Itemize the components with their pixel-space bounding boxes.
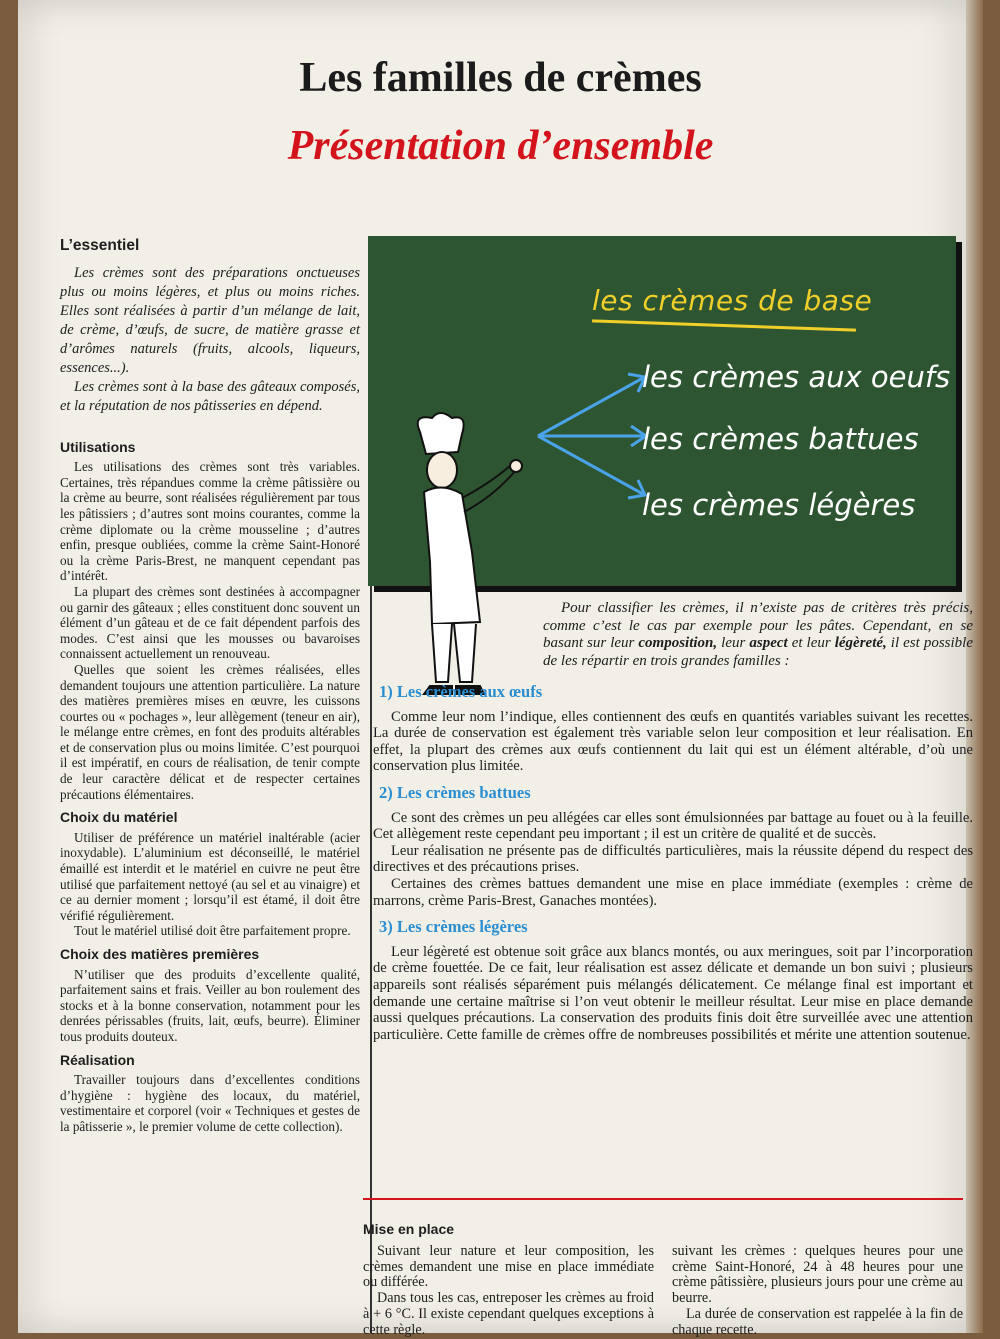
section-paragraph: Tout le matériel utilisé doit être parfaitement propre.: [74, 923, 351, 939]
section-paragraph: N’utiliser que des produits d’excellente qualité, parfaitement sains et frais. Veiller au bon roulement des stocks et à la bonne conservation, notamment pour les denrées périssables (fruits, lait, œufs, beurre). Éliminer tous produits douteux.: [60, 966, 360, 1044]
section-heading: Réalisation: [60, 1051, 135, 1068]
lead-text: leur: [717, 635, 750, 651]
book-page: [18, 0, 983, 1338]
section-heading: Choix des matières premières: [60, 946, 260, 962]
section-heading: Choix du matériel: [60, 809, 178, 826]
lead-text: Pour classifier les crèmes, il n’existe pas de critères très précis, comme c’est le cas par exemple pour les pâtes. Cependant, en se basant sur leur: [543, 600, 973, 651]
mise-column-1: [363, 1244, 654, 1339]
intro-paragraph: Les crèmes sont des préparations onctueuses plus ou moins légères, et plus ou moins riches. Elles sont réalisées à partir d’un mélange de lait, de crème, d’œufs, de sucre, de matière grasse et d’arômes naturels (fruits, alcools, liqueurs, essences...).: [60, 264, 360, 376]
mise-paragraph: La durée de conservation est rappelée à la fin de chaque recette.: [672, 1305, 963, 1338]
section-paragraph: Travailler toujours dans d’excellentes conditions d’hygiène : hygiène des locaux, du matériel, vestimentaire et corporel (voir « Techniques et gestes de la pâtisserie », le premier volume de cette collection).: [60, 1072, 360, 1134]
family-paragraph: Comme leur nom l’indique, elles contiennent des œufs en quantités variables suivant les recettes. La durée de conservation est également très variable selon leur composition et leur réalisation. En effet, la plupart des crèmes aux œufs contiennent du lait qui est un élément altérable, d’où une conservation plus limitée.: [373, 708, 973, 775]
section-paragraph: Utiliser de préférence un matériel inaltérable (acier inoxydable). L’aluminium est déconseillé, le matériel émaillé est interdit et le matériel en cuivre ne peut être utilisé que parfaitement nettoyé (au sel et au vinaigre) et ce au dernier moment ; lorsqu’il est étamé, il doit être vérifié régulièrement.: [60, 829, 360, 923]
lead-text: il est possible de les répartir en trois grandes familles :: [543, 635, 973, 669]
family-heading: 3) Les crèmes légères: [379, 917, 528, 937]
arrows-icon: [528, 366, 658, 506]
lead-bold-legerete: légèreté,: [834, 635, 887, 651]
essentiel-intro: [60, 264, 360, 416]
section-heading: Utilisations: [60, 438, 136, 455]
family-paragraph: Ce sont des crèmes un peu allégées car elles sont émulsionnées par battage au fouet ou à la feuille. Cet allègement reste cependant peu important ; il est un critère de qualité et de succès.: [373, 809, 973, 843]
classification-lead: [543, 600, 973, 670]
board-title: les crèmes de base: [592, 284, 873, 317]
left-column: [60, 238, 360, 1135]
section-paragraph: Les utilisations des crèmes sont très variables. Certaines, très répandues comme la crème pâtissière ou la crème au beurre, sont réalisées régulièrement par tous les pâtissiers ; d’autres sont moins courantes, comme la crème diplomate ou la crème mousseline ; d’autres enfin, presque oubliées, comme la crème Saint-Honoré ou la crème Paris-Brest, ne manquent cependant pas d’intérêt.: [60, 459, 360, 584]
right-column: [373, 600, 973, 1043]
mise-column-2: [672, 1244, 963, 1339]
family-paragraph: Leur réalisation ne présente pas de difficultés particulières, mais la réussite dépend du respect des directives et des précautions prises.: [373, 842, 973, 876]
mise-paragraph: Suivant leur nature et leur composition, les crèmes demandent une mise en place immédiate ou différée.: [363, 1242, 654, 1291]
family-heading: 1) Les crèmes aux œufs: [379, 682, 543, 701]
family-paragraph: Certaines des crèmes battues demandent une mise en place immédiate (exemples : crème de marrons, crème Paris-Brest, Ganaches montées).: [373, 875, 973, 909]
mise-paragraph: Dans tous les cas, entreposer les crèmes au froid à + 6 °C. Il existe cependant quelques exceptions à cette règle.: [363, 1290, 654, 1338]
section-paragraph: Quelles que soient les crèmes réalisées, elles demandent toujours une attention particulière. La nature des matières premières mises en œuvre, les cuissons courtes ou « pochages », leur allègement (teneur en air), le mélange entre crèmes, en font des produits altérables et de conservation plus ou moins limitée. C’est pourquoi il est impératif, en cours de réalisation, de tenir compte de leur caractère délicat et de respecter certaines précautions élémentaires.: [60, 661, 360, 802]
mise-en-place-section: [363, 1222, 963, 1339]
board-item-battues: les crèmes battues: [642, 422, 919, 456]
section-rule: [363, 1198, 963, 1200]
section-paragraph: La plupart des crèmes sont destinées à accompagner ou garnir des gâteaux ; elles constituent donc souvent un élément d’un gâteau et de ce fait dépendent parfois des modes. C’est ainsi que les mousses ou bavaroises connaissent actuellement un renouveau.: [60, 583, 360, 662]
board-item-oeufs: les crèmes aux oeufs: [642, 360, 951, 394]
board-title-underline: [592, 319, 856, 331]
lead-bold-aspect: aspect: [749, 635, 788, 651]
essentiel-heading: L’essentiel: [60, 237, 140, 254]
page-title: Les familles de crèmes: [299, 55, 702, 101]
board-item-legeres: les crèmes légères: [642, 488, 916, 522]
mise-paragraph: suivant les crèmes : quelques heures pour une crème Saint-Honoré, 24 à 48 heures pour une crème pâtissière, plusieurs jours pour une crème au beurre.: [672, 1242, 963, 1307]
family-paragraph: Leur légèreté est obtenue soit grâce aux blancs montés, ou aux meringues, soit par l’incorporation de crème fouettée. De ce fait, leur réalisation est assez délicate et demande un bon suivi ; plusieurs appareils sont réalisés séparément puis mélangés délicatement. Ce mélange final est important et demande une certaine maîtrise si l’on veut obtenir le meilleur résultat. Leur mise en place demande aussi quelques précautions. La conservation des produits finis doit être surveillée avec une attention particulière. Cette famille de crèmes offre de nombreuses possibilités et mérite une attention soutenue.: [373, 943, 973, 1043]
intro-paragraph: Les crèmes sont à la base des gâteaux composés, et la réputation de nos pâtisseries en dépend.: [60, 378, 360, 414]
page-subtitle: Présentation d’ensemble: [287, 123, 714, 169]
lead-text: et leur: [787, 635, 835, 651]
mise-heading: Mise en place: [363, 1221, 455, 1237]
lead-bold-composition: composition,: [638, 635, 718, 651]
family-heading: 2) Les crèmes battues: [379, 782, 531, 802]
